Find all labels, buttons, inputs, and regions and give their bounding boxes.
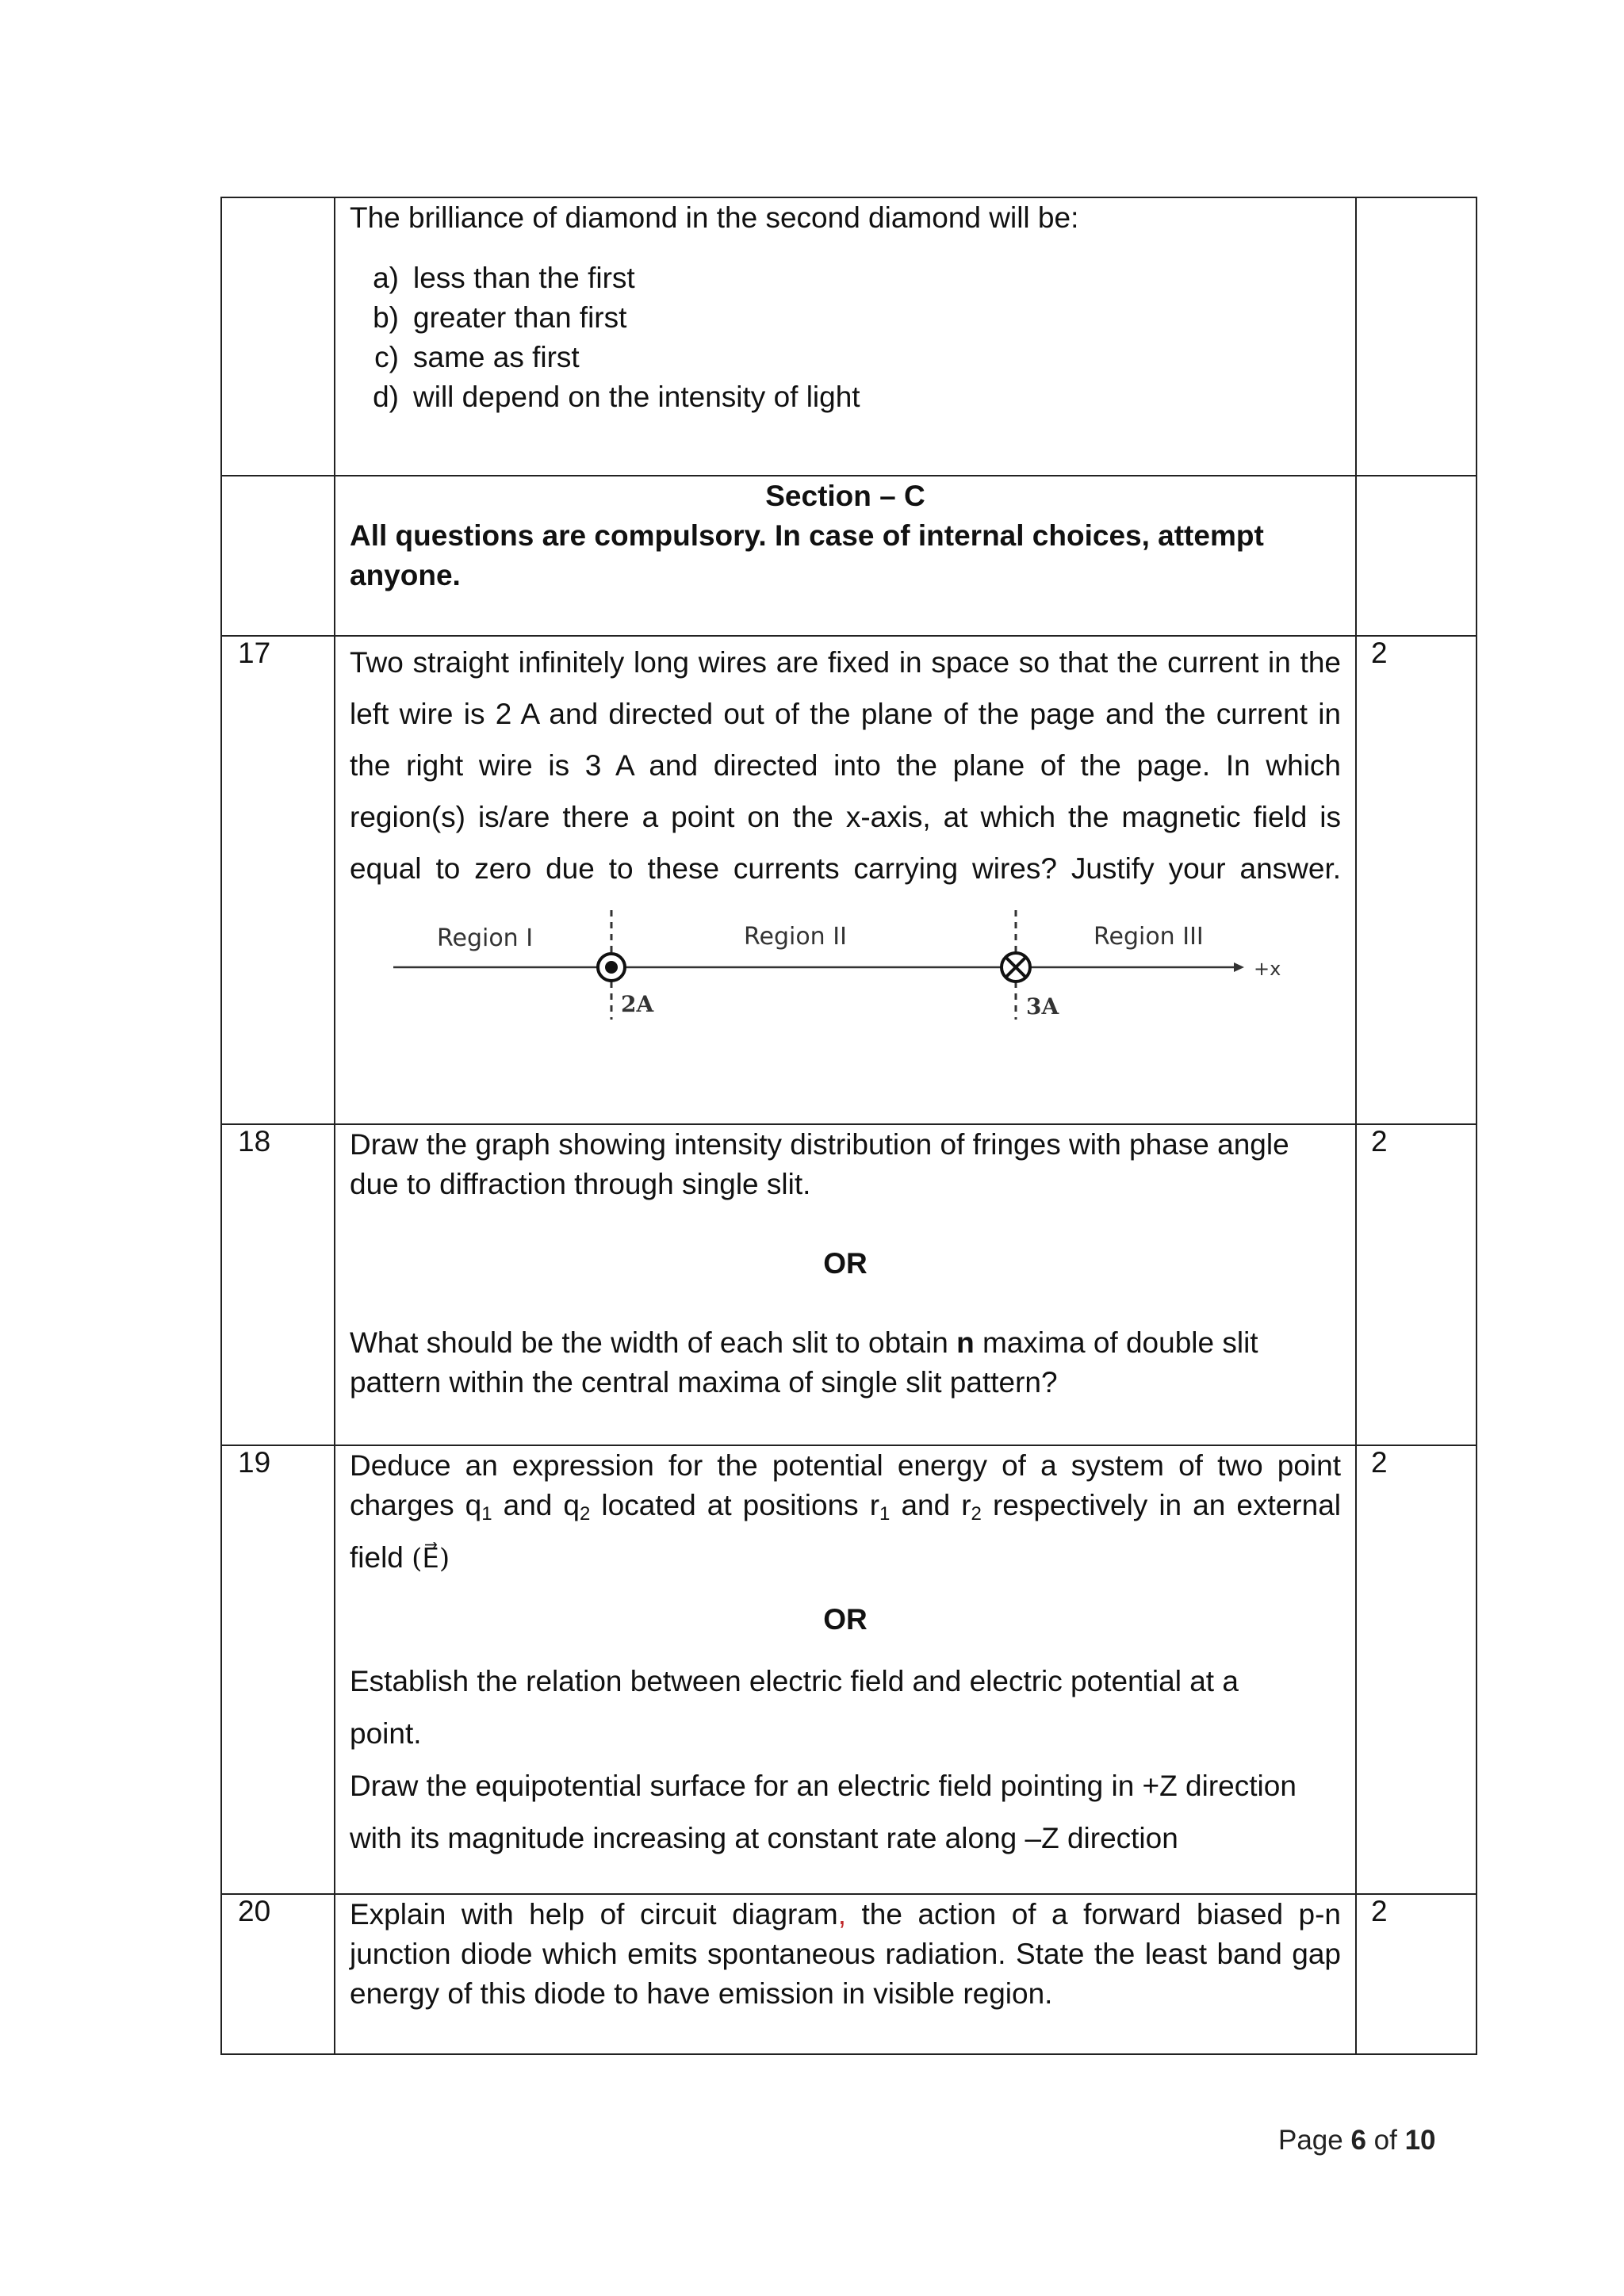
- question-number: 17: [221, 636, 335, 1124]
- question-text: junction diode which emits spontaneous radiation. State the least band gap energy of this diode to have emission in visible region.: [350, 1938, 1341, 2010]
- option-b: b) greater than first: [373, 301, 627, 334]
- question-text-line: region(s) is/are there a point on the x-axis, at which the magnetic field is: [350, 801, 1341, 833]
- region-2-label: Region II: [744, 923, 847, 951]
- left-current-label: 2A: [621, 991, 654, 1017]
- question-text-line: equal to zero due to these currents carrying wires? Justify your answer.: [350, 852, 1341, 885]
- region-1-label: Region I: [437, 924, 534, 952]
- question-body-17: [335, 636, 1356, 1124]
- question-body-19: [335, 1445, 1356, 1894]
- question-stem: The brilliance of diamond in the second diamond will be:: [350, 201, 1079, 234]
- question-text: Draw the graph showing intensity distribution of fringes with phase angle due to diffraction through single slit.: [350, 1128, 1289, 1200]
- section-row: [221, 476, 1477, 636]
- option-a: a) less than the first: [373, 262, 635, 294]
- current-dot-icon: [605, 961, 618, 974]
- marks-value: 2: [1356, 1445, 1477, 1894]
- question-table: [220, 197, 1477, 2055]
- question-text-line: field (E⃗): [350, 1541, 450, 1575]
- marks-value: 2: [1356, 1894, 1477, 2054]
- or-separator: OR: [823, 1247, 868, 1280]
- question-body-16: [335, 197, 1356, 476]
- page-number: Page 6 of 10: [1278, 2125, 1436, 2156]
- question-row-17: [221, 636, 1477, 1124]
- alternative-question-text: What should be the width of each slit to obtain n maxima of double slit pattern within the central maxima of single slit pattern?: [350, 1326, 1258, 1399]
- option-d: d) will depend on the intensity of light: [373, 381, 860, 413]
- region-3-label: Region III: [1094, 923, 1204, 951]
- electric-field-vector: (E⃗): [412, 1543, 450, 1575]
- right-current-label: 3A: [1026, 993, 1059, 1020]
- question-text-line: the right wire is 3 A and directed into the plane of the page. In which: [350, 749, 1341, 782]
- question-row-20: [221, 1894, 1477, 2054]
- section-header: [335, 476, 1356, 636]
- question-row-19: [221, 1445, 1477, 1894]
- question-row-18: [221, 1124, 1477, 1445]
- question-number: 20: [221, 1894, 335, 2054]
- options-list: [350, 258, 1341, 417]
- section-instruction: All questions are compulsory. In case of internal choices, attempt anyone.: [350, 519, 1264, 591]
- question-number-cell: [221, 197, 335, 476]
- marks-value: 2: [1356, 1124, 1477, 1445]
- question-body-20: [335, 1894, 1356, 2054]
- question-number: 18: [221, 1124, 335, 1445]
- section-title: Section – C: [765, 480, 925, 512]
- question-row-16: [221, 197, 1477, 476]
- axis-label: +x: [1254, 958, 1281, 980]
- question-text-line: charges $q_1$ and $q_2$ located at positions $r_1$ and $r_2$ respectively in an external: [350, 1489, 1341, 1525]
- alternative-question-text: Establish the relation between electric field and electric potential at a point. Draw the equipotential surface for an electric field pointing in +Z direction with its magnitude increasing at constant rate along –Z direction: [350, 1665, 1297, 1854]
- x-axis-arrow-icon: [1234, 962, 1244, 972]
- question-text-line: Two straight infinitely long wires are fixed in space so that the current in the: [350, 646, 1341, 679]
- question-text-line: Explain with help of circuit diagram, the action of a forward biased p-n: [350, 1898, 1341, 1931]
- or-separator: OR: [823, 1603, 868, 1636]
- option-c: c) same as first: [374, 341, 580, 373]
- question-text-line: Deduce an expression for the potential energy of a system of two point: [350, 1449, 1341, 1482]
- question-number: 19: [221, 1445, 335, 1894]
- wires-figure: [350, 901, 1341, 1035]
- marks-value: 2: [1356, 636, 1477, 1124]
- marks-cell: [1356, 197, 1477, 476]
- question-body-18: [335, 1124, 1356, 1445]
- question-text-line: left wire is 2 A and directed out of the plane of the page and the current in: [350, 698, 1341, 730]
